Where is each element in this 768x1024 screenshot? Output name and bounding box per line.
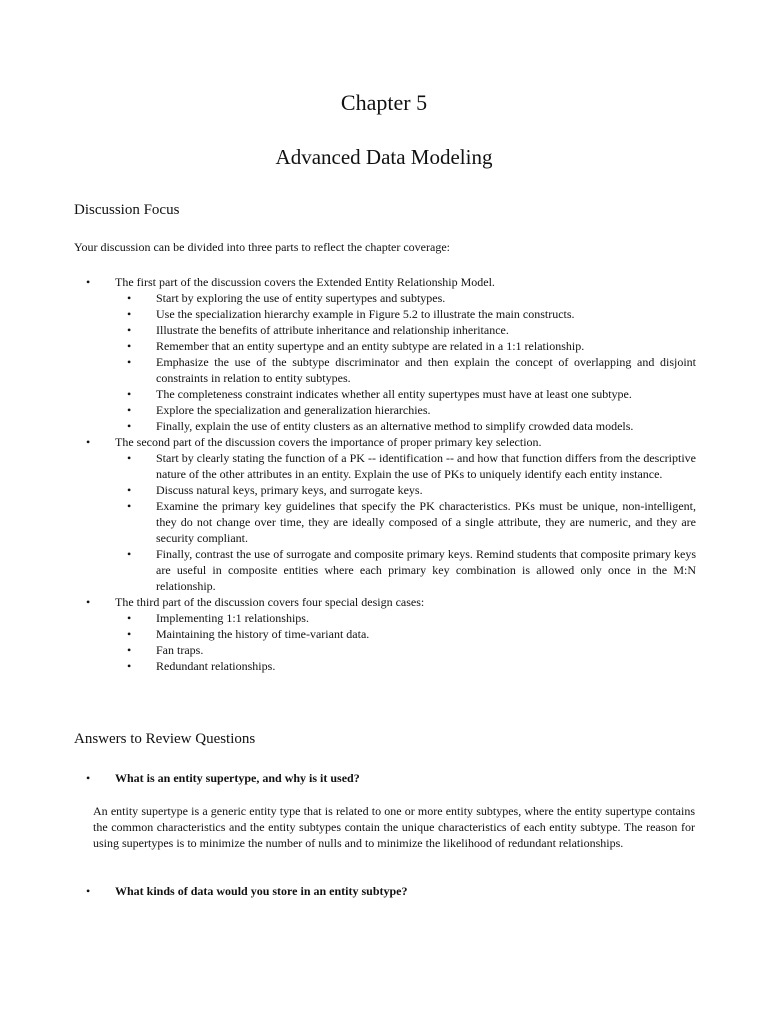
review-question [74, 771, 696, 786]
list-item: • Fan traps. [127, 643, 204, 657]
list-item: • Finally, explain the use of entity clusters as an alternative method to simplify crowded data models. [127, 419, 634, 433]
list-item: • The completeness constraint indicates whether all entity supertypes must have at least one subtype. [127, 387, 632, 401]
discussion-intro: Your discussion can be divided into three parts to reflect the chapter coverage: [74, 240, 450, 254]
bullet-icon: • [127, 483, 132, 497]
bullet-icon: • [127, 387, 132, 401]
bullet-icon: • [127, 499, 132, 513]
chapter-title: Advanced Data Modeling [275, 145, 493, 169]
bullet-icon: • [127, 627, 132, 641]
bullet-icon: • [127, 451, 132, 465]
review-question [74, 884, 696, 899]
part-text: The second part of the discussion covers the importance of proper primary key selection. [115, 435, 542, 449]
bullet-icon: • [86, 771, 91, 785]
bullet-icon: • [127, 291, 132, 305]
list-item: • Explore the specialization and generalization hierarchies. [127, 403, 431, 417]
discussion-focus-heading: Discussion Focus [74, 202, 180, 218]
bullet-icon: • [127, 419, 132, 433]
list-item: • Emphasize the use of the subtype discriminator and then explain the concept of overlapping and disjoint constraints in relation to entity subtypes. [127, 355, 696, 385]
list-item: • Start by exploring the use of entity supertypes and subtypes. [127, 291, 446, 305]
bullet-icon: • [127, 307, 132, 321]
bullet-icon: • [127, 323, 132, 337]
bullet-icon: • [127, 355, 132, 369]
part-text: The third part of the discussion covers four special design cases: [115, 595, 425, 609]
chapter-number: Chapter 5 [340, 90, 428, 115]
bullet-icon: • [86, 595, 91, 609]
list-item: • Redundant relationships. [127, 659, 276, 673]
bullet-icon: • [86, 435, 91, 449]
bullet-icon: • [127, 547, 132, 561]
discussion-outline [74, 274, 696, 674]
bullet-icon: • [86, 884, 91, 898]
list-item: • Remember that an entity supertype and an entity subtype are related in a 1:1 relationship. [127, 339, 585, 353]
list-item: • Discuss natural keys, primary keys, and surrogate keys. [127, 483, 423, 497]
bullet-icon: • [127, 643, 132, 657]
bullet-icon: • [127, 659, 132, 673]
list-item: • Examine the primary key guidelines that specify the PK characteristics. PKs must be unique, non-intelligent, they do not change over time, they are ideally composed of a single attribute, they are numeric, and they are security compliant. [127, 499, 696, 545]
question-text: What kinds of data would you store in an entity subtype? [115, 884, 408, 898]
review-answers-heading: Answers to Review Questions [74, 731, 256, 747]
list-item: • Start by clearly stating the function of a PK -- identification -- and how that function differs from the descriptive nature of the other attributes in an entity. Explain the use of PKs to uniquely identify each entity instance. [127, 451, 696, 481]
list-item: • Illustrate the benefits of attribute inheritance and relationship inheritance. [127, 323, 509, 337]
discussion-part [74, 434, 696, 594]
bullet-icon: • [127, 611, 132, 625]
list-item: • Maintaining the history of time-variant data. [127, 627, 370, 641]
part-sub-list [115, 610, 696, 674]
discussion-part [74, 594, 696, 674]
part-sub-list [115, 450, 696, 594]
bullet-icon: • [127, 339, 132, 353]
part-sub-list [115, 290, 696, 434]
list-item: • Finally, contrast the use of surrogate and composite primary keys. Remind students that composite primary keys are useful in composite entities where each primary key combination is allowed only once in the M:N relationship. [127, 547, 696, 593]
review-answer: An entity supertype is a generic entity type that is related to one or more entity subtypes, where the entity supertype contains the common characteristics and the entity subtypes contain the unique characteristics of each entity subtype. The reason for using supertypes is to minimize the number of nulls and to minimize the likelihood of redundant relationships. [93, 804, 695, 850]
bullet-icon: • [127, 403, 132, 417]
part-text: The first part of the discussion covers the Extended Entity Relationship Model. [115, 275, 495, 289]
bullet-icon: • [86, 275, 91, 289]
list-item: • Use the specialization hierarchy example in Figure 5.2 to illustrate the main constructs. [127, 307, 575, 321]
discussion-part [74, 274, 696, 434]
question-text: What is an entity supertype, and why is it used? [115, 771, 360, 785]
list-item: • Implementing 1:1 relationships. [127, 611, 309, 625]
